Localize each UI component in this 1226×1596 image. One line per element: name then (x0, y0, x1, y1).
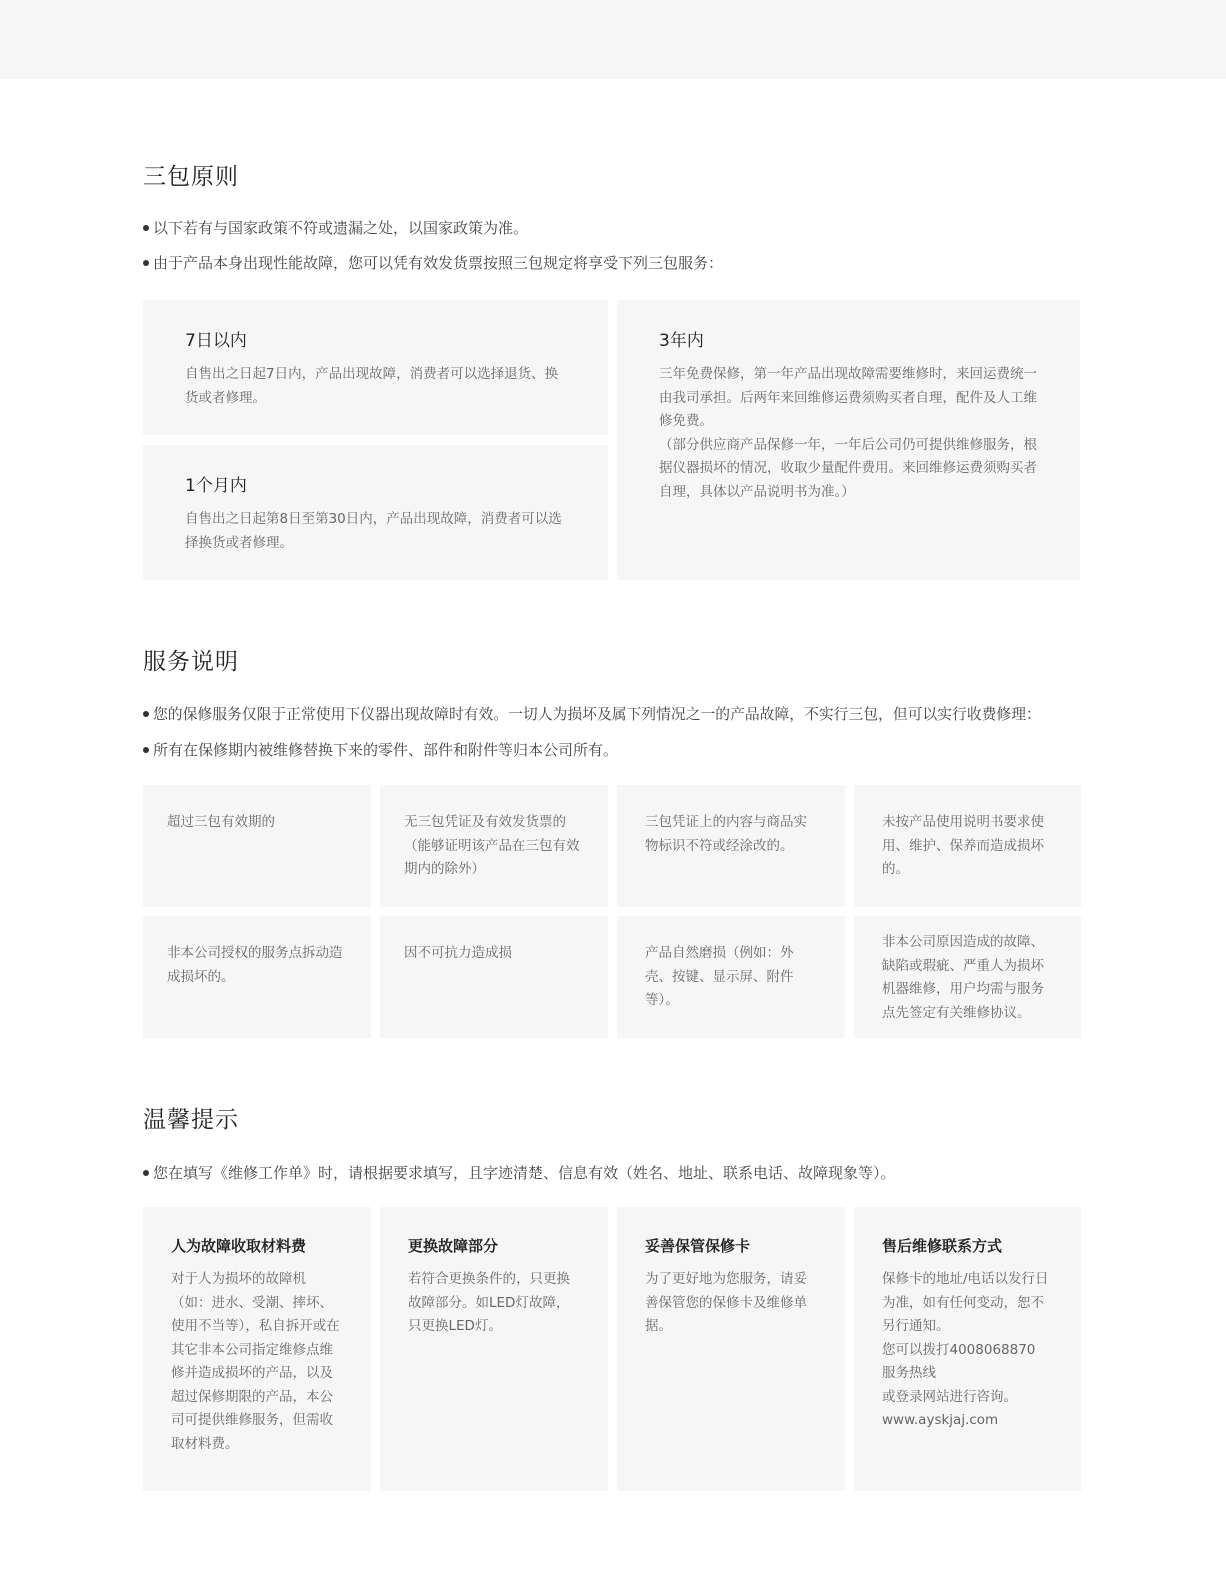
tip-card-material-fee (143, 1207, 371, 1491)
contact-website-link[interactable]: www.ayskjaj.com (882, 1412, 999, 1428)
card-1-month (143, 445, 608, 580)
card-title: 7日以内 (185, 331, 247, 351)
tip-title: 妥善保管保修卡 (645, 1237, 751, 1255)
section-title-service-description: 服务说明 (143, 649, 239, 675)
tip-title: 人为故障收取材料费 (171, 1237, 307, 1255)
exclusion-item (143, 785, 371, 907)
exclusion-item (854, 785, 1081, 907)
bullet-form-tip: 您在填写《维修工作单》时，请根据要求填写，且字迹清楚、信息有效（姓名、地址、联系电话、故障现象等）。 (143, 1162, 896, 1183)
bullet-parts-ownership: 所有在保修期内被维修替换下来的零件、部件和附件等归本公司所有。 (143, 739, 618, 760)
card-note: （部分供应商产品保修一年，一年后公司仍可提供维修服务，根据仪器损坏的情况，收取少量配件费用。来回维修运费须购买者自理，具体以产品说明书为准。） (659, 436, 1037, 500)
bullet-policy-note: 以下若有与国家政策不符或遗漏之处，以国家政策为准。 (143, 217, 528, 238)
exclusion-text: 三包凭证上的内容与商品实物标识不符或经涂改的。 (645, 814, 807, 854)
tip-body: 对于人为损坏的故障机（如：进水、受潮、摔坏、使用不当等），私自拆开或在其它非本公司指定维修点维修并造成损坏的产品，以及超过保修期限的产品，本公司可提供维修服务，但需收取材料费。 (171, 1271, 340, 1452)
exclusion-text: 无三包凭证及有效发货票的（能够证明该产品在三包有效期内的除外） (404, 814, 580, 877)
tip-card-contact (854, 1207, 1081, 1491)
bullet-service-note: 由于产品本身出现性能故障，您可以凭有效发货票按照三包规定将享受下列三包服务： (143, 252, 723, 273)
exclusion-text: 未按产品使用说明书要求使用、维护、保养而造成损坏的。 (882, 814, 1044, 877)
exclusion-text: 因不可抗力造成损 (404, 945, 512, 961)
tip-body: 为了更好地为您服务，请妥善保管您的保修卡及维修单据。 (645, 1271, 807, 1334)
bullet-dot (143, 711, 149, 717)
tip-body: 保修卡的地址/电话以发行日为准，如有任何变动，恕不另行通知。 (882, 1271, 1049, 1334)
exclusion-item (617, 916, 845, 1038)
exclusion-item (380, 785, 608, 907)
card-title: 1个月内 (185, 476, 247, 496)
card-body: 自售出之日起7日内，产品出现故障，消费者可以选择退货、换货或者修理。 (185, 366, 559, 406)
bullet-service-scope: 您的保修服务仅限于正常使用下仪器出现故障时有效。一切人为损坏及属下列情况之一的产品故障，不实行三包，但可以实行收费修理： (143, 703, 1041, 724)
tip-body: 若符合更换条件的，只更换故障部分。如LED灯故障，只更换LED灯。 (408, 1271, 570, 1334)
exclusion-text: 非本公司原因造成的故障、缺陷或瑕疵、严重人为损坏机器维修，用户均需与服务点先签定有关维修协议。 (882, 934, 1044, 1021)
exclusion-item (143, 916, 371, 1038)
bullet-dot (143, 260, 149, 266)
tip-card-replace-part (380, 1207, 608, 1491)
tip-title: 售后维修联系方式 (882, 1237, 1003, 1255)
exclusion-item (380, 916, 608, 1038)
card-title: 3年内 (659, 331, 704, 351)
exclusion-text: 超过三包有效期的 (167, 814, 275, 830)
card-body: 三年免费保修，第一年产品出现故障需要维修时，来回运费统一由我司承担。后两年来回维修运费须购买者自理，配件及人工维修免费。 (659, 366, 1037, 429)
section-title-tips: 温馨提示 (143, 1107, 239, 1133)
tip-card-keep-warranty-card (617, 1207, 845, 1491)
bullet-dot (143, 225, 149, 231)
exclusion-text: 非本公司授权的服务点拆动造成损坏的。 (167, 945, 343, 985)
top-bar (0, 0, 1226, 79)
contact-web-line: 或登录网站进行咨询。 (882, 1388, 1017, 1405)
bullet-dot (143, 1170, 149, 1176)
card-3-years (617, 300, 1080, 580)
card-body: 自售出之日起第8日至第30日内，产品出现故障，消费者可以选择换货或者修理。 (185, 511, 562, 551)
contact-phone: 您可以拨打4008068870 (882, 1341, 1036, 1358)
tip-title: 更换故障部分 (408, 1237, 499, 1255)
exclusion-text: 产品自然磨损（例如：外壳、按键、显示屏、附件等）。 (645, 945, 794, 1008)
card-7-days (143, 300, 608, 435)
section-title-warranty-principles: 三包原则 (143, 164, 239, 190)
bullet-dot (143, 747, 149, 753)
contact-hotline-label: 服务热线 (882, 1365, 936, 1381)
exclusion-item (854, 916, 1081, 1038)
exclusion-item (617, 785, 845, 907)
